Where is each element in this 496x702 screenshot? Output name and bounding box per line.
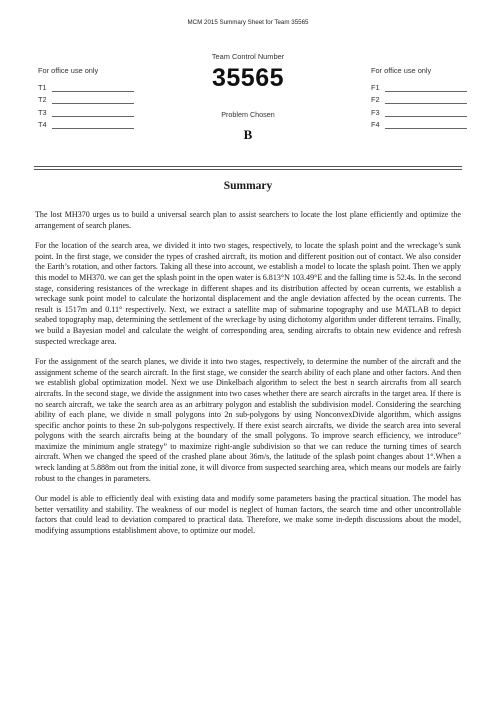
summary-paragraph-1: The lost MH370 urges us to build a universal search plan to assist searchers to locate the lost plane efficiently and optimize the arrangement of search planes. [35,210,461,230]
slot-blank-line [52,120,134,129]
summary-paragraph-2: For the location of the search area, we divided it into two stages, respectively, to locate the splash point and the wreckage’s sunk point. In the first stage, we consider the types of crashed aircraft, its motion and different position out of contact. We also consider the Earth’s rotation, and other factors. Taking all these into account, we establish a model to locate the splash point. Then we apply this model to MH370. we can get the splash point in the open water is 6.813°N 103.49°E and the falling time is 52.4s. In the second stage, considering resistances of the wreckage in different shapes and its distribution affected by ocean currents, we establish a wreckage sunk point model to calculate the horizontal displacement and the angle deviation affected by the ocean currents. The result is 1517m and 0.11° respectively. Next, we extract a satellite map of submarine topography and use MATLAB to depict seabed topography map, determining the settlement of the wreckage by using dichotomy algorithm under different terrains. Finally, we build a Bayesian model and calculate the weight of corresponding area, sending aircrafts to obtain new evidence and refresh suspected wreckage area. [35,241,461,346]
office-slot-f3 [371,104,467,117]
office-slot-f2 [371,92,467,105]
header-divider-bottom [34,169,462,170]
team-control-number-label: Team Control Number [211,52,285,61]
slot-blank-line [52,83,134,92]
slot-blank-line [385,83,467,92]
team-control-number: 35565 [211,64,285,92]
slot-label: T3 [38,107,47,117]
problem-chosen-label: Problem Chosen [221,110,275,119]
slot-label: F2 [371,95,380,105]
slot-label: T2 [38,95,47,105]
slot-label: F1 [371,82,380,92]
slot-label: F4 [371,120,380,130]
office-use-title: For office use only [371,66,432,75]
office-slot-t3 [38,104,134,117]
slot-blank-line [385,120,467,129]
header-divider-top [34,166,462,167]
team-info [178,52,318,143]
office-use-right [371,66,467,129]
slot-blank-line [385,108,467,117]
office-slot-t4 [38,117,134,130]
problem-chosen-letter: B [243,127,253,142]
summary-paragraph-3: For the assignment of the search planes, we divide it into two stages, respectively, to determine the number of the aircraft and the assignment scheme of the search aircraft. In the first stage, we consider the search ability of each plane and other factors. And then we establish global optimization model. Next we use Dinkelbach algorithm to select the best n search aircrafts from all search aircrafts. In the second stage, we divide the assignment into two cases whether there are search aircrafts in the target area. If there is no search aircraft, we take the search area as an arbitrary polygon and establish the subdivision model. Considering the searching ability of each plane, we divide n small polygons into 2n sub-polygons by using NonconvexDivide algorithm, which assigns specific anchor points to these 2n sub-polygons respectively. If there exist search aircrafts, we divide the search area into several polygons with the search aircrafts being at the boundary of the small polygons. To improve search efficiency, we introduce” maximize the minimum angle strategy” to maximize right-angle subdivision so that we can reduce the turning times of search aircraft. When we changed the speed of the crashed plane about 36m/s, the latitude of the splash point changes about 1°.When a wreck landing at 5.888m out from the initial zone, it will divorce from suspected searching area, which means our models are fairly robust to the changes in parameters. [35,357,461,483]
office-use-title: For office use only [38,66,99,75]
office-slot-f1 [371,79,467,92]
office-use-left [38,66,134,129]
running-head: MCM 2015 Summary Sheet for Team 35565 [187,19,309,26]
summary-paragraph-4: Our model is able to efficiently deal with existing data and modify some parameters basing the practical situation. The model has better versatility and stability. The weakness of our model is neglect of human factors, the search time and other uncontrollable factors that could lead to deviation compared to practical data. Therefore, we make some in-depth discussions about the model, modifying assumptions establishment above, to optimize our model. [35,494,461,536]
office-slot-t1 [38,79,134,92]
summary-heading: Summary [223,180,273,192]
slot-label: T1 [38,82,47,92]
slot-blank-line [52,95,134,104]
slot-blank-line [52,108,134,117]
office-slot-t2 [38,92,134,105]
summary-body [35,210,461,547]
slot-label: T4 [38,120,47,130]
slot-label: F3 [371,107,380,117]
office-slot-f4 [371,117,467,130]
slot-blank-line [385,95,467,104]
